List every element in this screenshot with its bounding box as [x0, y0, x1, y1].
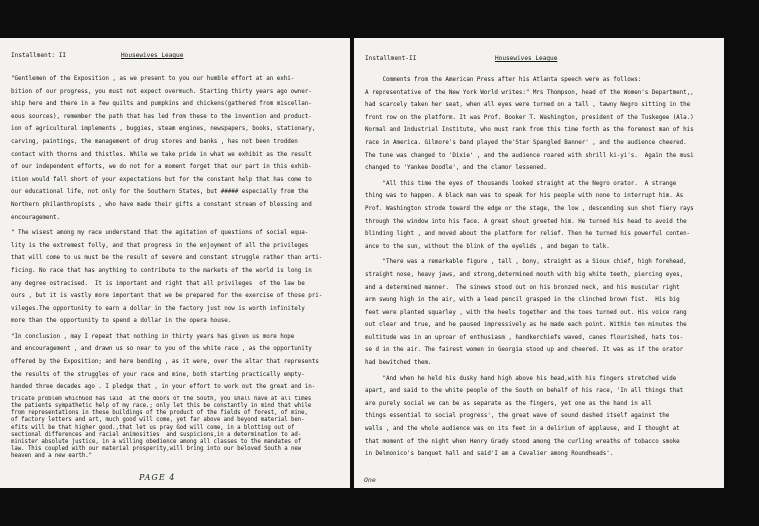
right-page-header	[365, 55, 715, 71]
installment-label: Installment: II	[11, 52, 67, 59]
page-number-annotation: PAGE 4	[139, 473, 176, 482]
paragraph: "And when he held his dusky hand high above his head,with his fingers stretched wide apart, and said to the white people of the South on behalf of his race, 'In all things that are purely social we can be as separate as the fingers, yet one as the hand in all things essential to social progress', the great wave of sound dashed itself against the walls , and the whole audience was on its feet in a delirium of applause, and I thought at that moment of the night when Henry Grady stood among the curling wreaths of tobacco smoke in Delmonico's banquet hall and said'I am a Cavalier among Roundheads'.	[365, 375, 684, 458]
installment-label: Installment-II	[365, 55, 417, 62]
page-title: Housewives League	[495, 55, 558, 62]
paragraph: "There was a remarkable figure , tall , bony, straight as a Sioux chief, high forehead, straight nose, heavy jaws, and strong,determined mouth with big white teeth, piercing eyes, and a determined manner. The sinews stood out on his bronzed neck, and his muscular right arm swung high in the air, with a lead pencil grasped in the clinched brown fist. His big feet were planted squarley , with the heels together and the toes turned out. His voice rang out clear and true, and he paused impressively as he made each point. Within ten minutes the multitude was in an uproar of enthusiasm , handkerchiefs waved, canes flourished, hats tos- se d in the air. The fairest women in Georgia stood up and cheered. It was as if the orator had bewitched them.	[365, 259, 687, 367]
left-page	[0, 38, 350, 488]
paragraph-dense: tricate problem whichGod has laid at the doors of the South, you shall have at all times the patients sympathetic help of my race.; only let this be constantly in mind that while from representations in these buildings of the product of the fields of forest, of mine, of factory letters and art, much good will come, yet far above and beyond material ben- efits will be that higher good.,that let us pray God will come, in a blotting out of sectional differences and racial animosities and suspicions,in a determination to ad- minister absolute justice, in a willing obedience among all classes to the mandates of law. This coupled with our material prosperity,will bring into our beloved South a new heaven and a new earth."	[11, 395, 312, 460]
page-footer-annotation: One	[364, 476, 376, 484]
left-page-header	[11, 52, 342, 68]
paragraph: "All this time the eyes of thousands looked straight at the Negro orator. A strange thing was to happen. A black man was to speak for his people with none to interrupt him. As Prof. Washington strode toward the edge or the stage, the low , descending sun shot fiery rays through the window into his face. A great shout greeted him. He turned his head to avoid the blinding light , and moved about the platform for relief. Then he turned his powerful conten- ance to the sun, without the blink of the eyelids , and began to talk.	[365, 180, 694, 250]
page-title: Housewives League	[121, 52, 184, 59]
right-page	[354, 38, 724, 488]
paragraph: "In conclusion , may I repeat that nothing in thirty years has given us more hope and encouragement , and drawn us so near to you of the white race , as the opportunity offered by the Exposition; and here bending , as it were, over the altar that represents the results of the struggles of your race and mine, both starting practically empty- handed three decades ago . I pledge that , in your effort to work out the great and in-	[11, 333, 319, 391]
paragraph: Comments from the American Press after his Atlanta speech were as follows: A representative of the New York World writes:" Mrs Thompson, head of the Women's Department,, had scarcely taken her seat, when all eyes were turned on a tall , tawny Negro sitting in the front row on the platform. It was Prof. Booker T. Washington, president of the Tuskegee (Ala.) Normal and Industrial Institute, who must rank from this time forth as the foremost man of his race in America. Gilmore's band played the'Star Spangled Banner' , and the audience cheered. The tune was changed to 'Dixie' , and the audience roared with shrill ki-yi's. Again the musi changed to 'Yankee Doodle', and the clamor lessened.	[365, 77, 694, 172]
paragraph: "Gentlemen of the Exposition , as we present to you our humble effort at an exhi- bition of our progress, you must not expect overmuch. Starting thirty years ago owner- ship here and there in a few quilts and pumpkins and chickens(gathered from miscellan- eous sources), remember the path that has led from these to the invention and product- ion of agricultural implements , buggies, steam engines, newspapers, books, stationary, carving, paintings, the management of drug stores and banks , has not been trodden contact with thorns and thistles. While we take pride in what we exhibit as the result of our independent efforts, we do not for a moment forget that our part in this exhib- ition would fall short of your expectations but for the constant help that has come to our educational life, not only for the Southern States, but ##### especially from the Northern philanthropists , who have made their gifts a constant stream of blessing and encouragement.	[11, 76, 316, 221]
paragraph: " The wisest among my race understand that the agitation of questions of social equa- lity is the extremest folly, and that progress in the enjoyment of all the privileges that will come to us must be the result of severe and constant struggle rather than arti- ficing. No race that has anything to contribute to the markets of the world is long in any degree ostracised. It is important and right that all privileges of the law be ours , but it is vastly more important that we be prepared for the exercise of those pri- vileges.The opportunity to earn a dollar in the factory just now is worth infinitely more than the opportunity to spend a dollar in the opera house.	[11, 230, 323, 325]
